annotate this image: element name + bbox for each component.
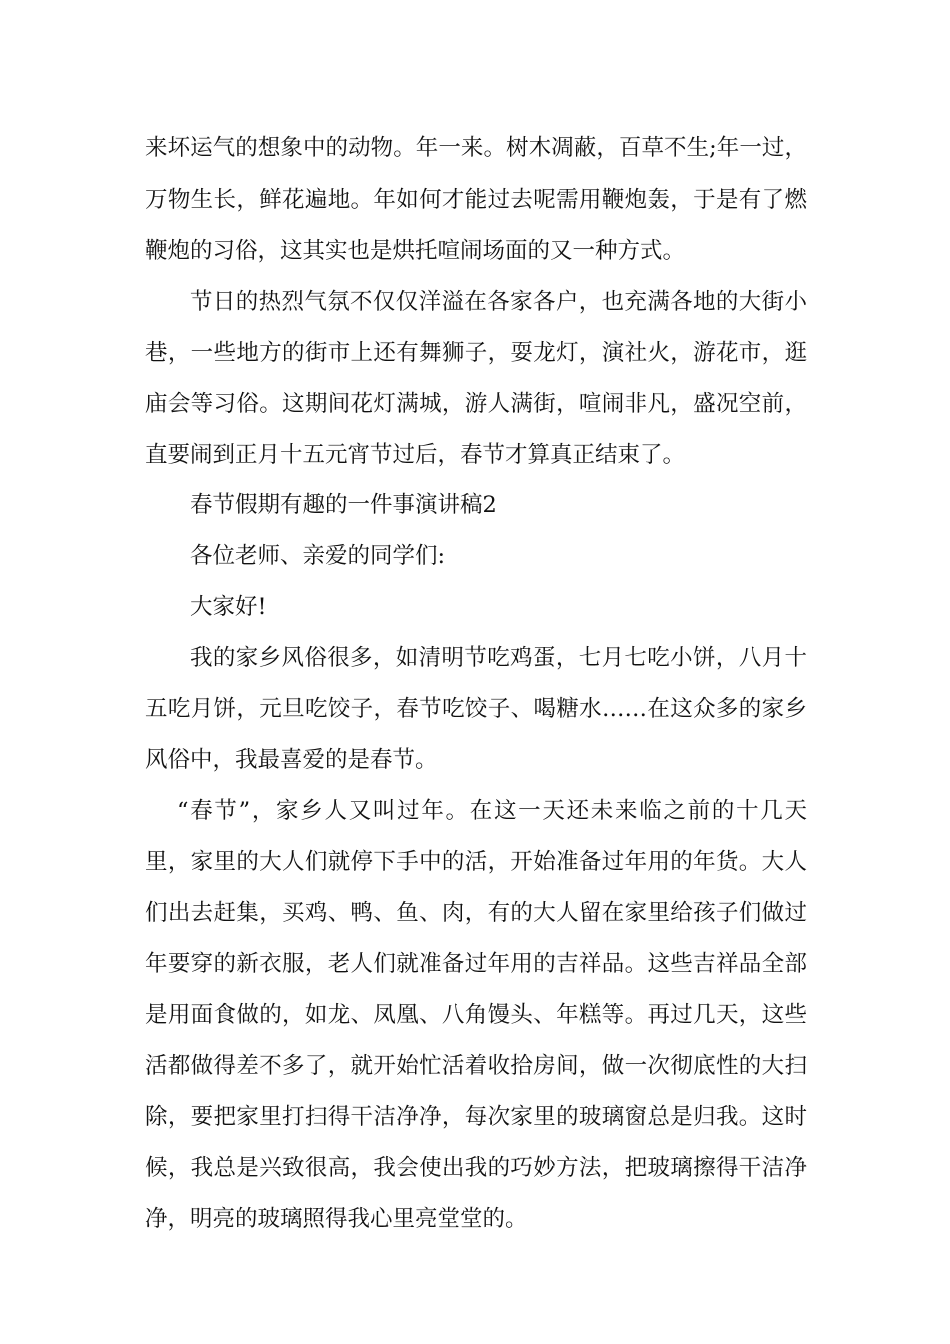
paragraph-line: 里，家里的大人们就停下手中的活，开始准备过年用的年货。大人 [145,849,807,875]
paragraph-line: 五吃月饼，元旦吃饺子，春节吃饺子、喝糖水……在这众多的家乡 [145,696,807,722]
paragraph-line: 活都做得差不多了，就开始忙活着收拾房间，做一次彻底性的大扫 [145,1053,807,1079]
paragraph-line: 我的家乡风俗很多，如清明节吃鸡蛋，七月七吃小饼，八月十 [190,645,807,671]
paragraph-line: 庙会等习俗。这期间花灯满城，游人满街，喧闹非凡，盛况空前， [145,391,807,417]
paragraph-line: 来坏运气的想象中的动物。年一来。树木凋蔽，百草不生;年一过， [145,135,807,161]
paragraph-line: 们出去赶集，买鸡、鸭、鱼、肉，有的大人留在家里给孩子们做过 [145,900,807,926]
paragraph-line: 万物生长，鲜花遍地。年如何才能过去呢需用鞭炮轰，于是有了燃 [145,187,807,213]
paragraph-line: 净，明亮的玻璃照得我心里亮堂堂的。 [145,1206,528,1232]
paragraph-line: 候，我总是兴致很高，我会使出我的巧妙方法，把玻璃擦得干洁净 [145,1155,807,1181]
greeting: 大家好! [190,594,267,620]
paragraph-line: 年要穿的新衣服，老人们就准备过年用的吉祥品。这些吉祥品全部 [145,951,807,977]
paragraph-line: “春节”，家乡人又叫过年。在这一天还未来临之前的十几天 [177,798,807,824]
paragraph-line: 除，要把家里打扫得干洁净净，每次家里的玻璃窗总是归我。这时 [145,1104,807,1130]
paragraph-line: 巷，一些地方的街市上还有舞狮子，耍龙灯，演社火，游花市，逛 [145,340,807,366]
paragraph-line: 是用面食做的，如龙、凤凰、八角馒头、年糕等。再过几天，这些 [145,1002,807,1028]
paragraph-line: 风俗中，我最喜爱的是春节。 [145,747,438,773]
paragraph-line: 鞭炮的习俗，这其实也是烘托喧闹场面的又一种方式。 [145,238,686,264]
speech-title: 春节假期有趣的一件事演讲稿2 [190,492,497,518]
paragraph-line: 节日的热烈气氛不仅仅洋溢在各家各户，也充满各地的大街小 [190,289,807,315]
salutation: 各位老师、亲爱的同学们: [190,543,446,569]
paragraph-line: 直要闹到正月十五元宵节过后，春节才算真正结束了。 [145,442,686,468]
